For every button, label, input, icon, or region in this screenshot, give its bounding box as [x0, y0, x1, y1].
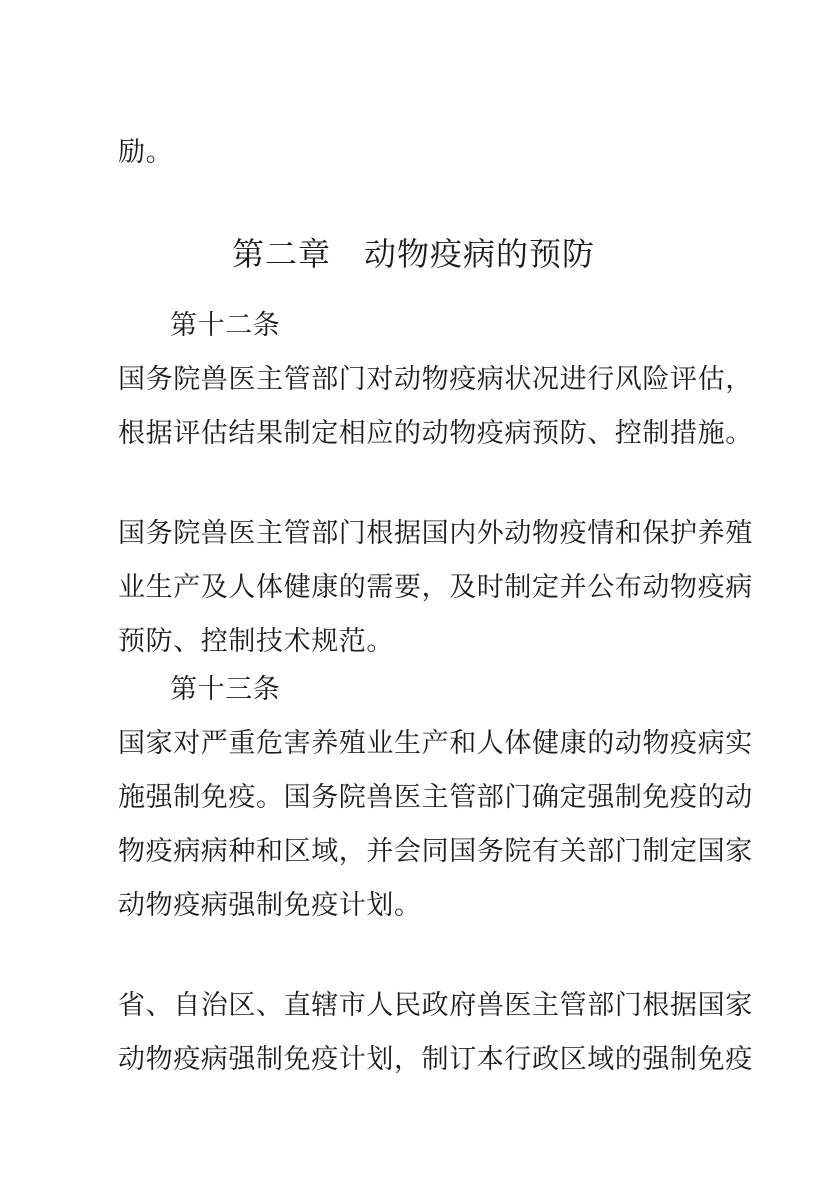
article-12-p2-line-1: 国务院兽医主管部门根据国内外动物疫情和保护养殖: [118, 518, 753, 549]
article-12-p2-line-3: 预防、控制技术规范。: [118, 626, 394, 657]
paragraph-fragment: 励。: [118, 137, 174, 168]
article-12-p2-line-2: 业生产及人体健康的需要，及时制定并公布动物疫病: [118, 572, 753, 603]
article-13-p1-line-3: 物疫病病种和区域，并会同国务院有关部门制定国家: [118, 836, 753, 867]
article-12-p1-line-2: 根据评估结果制定相应的动物疫病预防、控制措施。: [118, 418, 753, 449]
article-13-p2-line-1: 省、自治区、直辖市人民政府兽医主管部门根据国家: [118, 990, 753, 1021]
article-13-p1-line-1: 国家对严重危害养殖业生产和人体健康的动物疫病实: [118, 728, 753, 759]
article-13-heading: 第十三条: [170, 674, 281, 705]
article-12-p1-line-1: 国务院兽医主管部门对动物疫病状况进行风险评估，: [118, 364, 753, 395]
article-12-heading: 第十二条: [170, 310, 281, 341]
article-13-p2-line-2: 动物疫病强制免疫计划，制订本行政区域的强制免疫: [118, 1044, 753, 1075]
article-13-p1-line-2: 施强制免疫。国务院兽医主管部门确定强制免疫的动: [118, 782, 753, 813]
chapter-title: 第二章 动物疫病的预防: [231, 235, 595, 273]
article-13-p1-line-4: 动物疫病强制免疫计划。: [118, 890, 422, 921]
